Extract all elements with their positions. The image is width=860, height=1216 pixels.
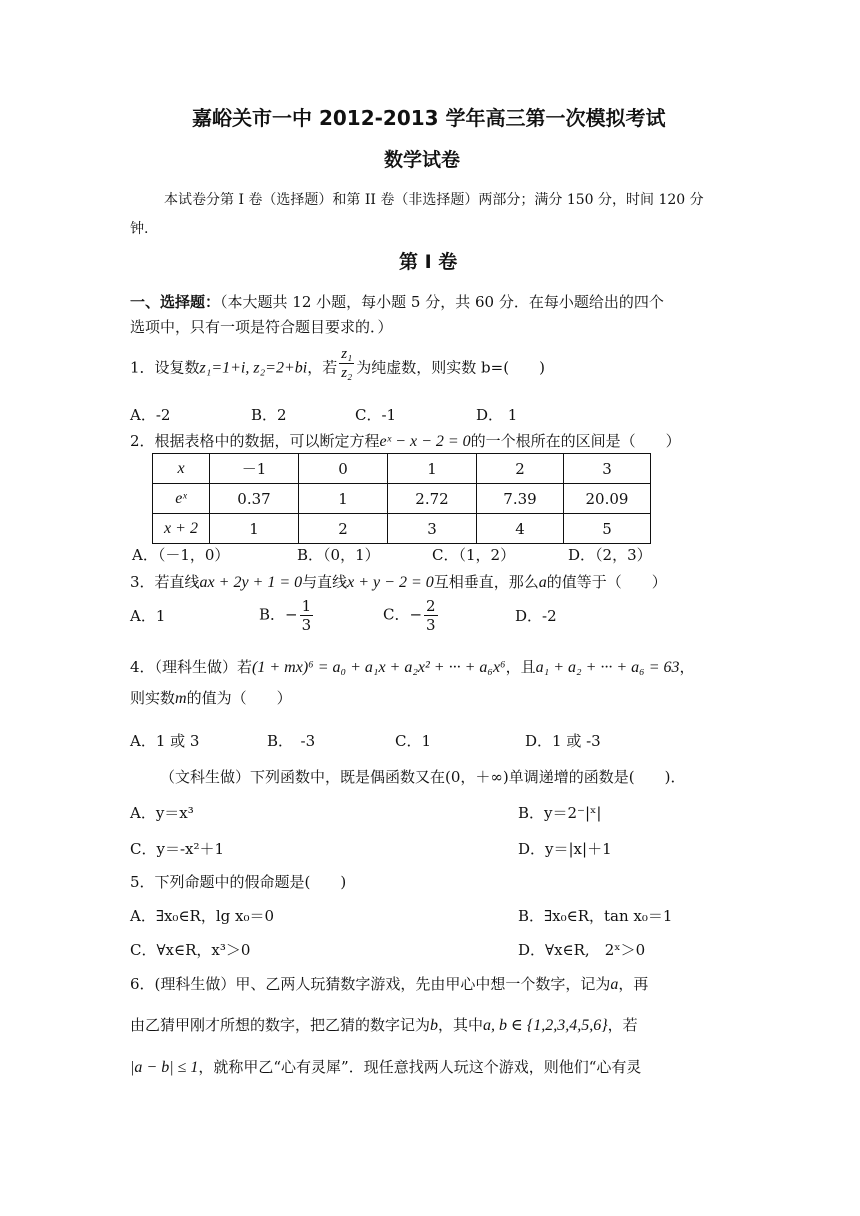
table-cell: 0 — [299, 454, 388, 484]
q4-var: m — [175, 690, 187, 707]
table-cell: 1 — [299, 484, 388, 514]
question-3-stem — [130, 572, 667, 593]
q2-formula: eˣ − x − 2 = 0 — [379, 433, 471, 450]
q4-alt-stem: （文科生做）下列函数中，既是偶函数又在(0，＋∞)单调递增的函数是( )． — [160, 768, 686, 786]
q2-option-b: B．（0，1） — [297, 546, 380, 564]
q4-line2-post: 的值为（ ） — [186, 689, 292, 707]
q3-option-c-label: C．− — [383, 605, 423, 624]
q1-option-c: C．-1 — [355, 406, 397, 424]
q3-b-den: 3 — [301, 616, 312, 634]
q3-option-c-fraction — [424, 597, 438, 634]
q1-fraction — [339, 345, 354, 382]
q4-alt-option-d: D．y＝|x|＋1 — [518, 840, 612, 858]
q3-b-num: 1 — [301, 597, 312, 615]
q5-option-d: D．∀x∈R, 2ˣ＞0 — [518, 941, 646, 959]
q2-option-a: A．（－1，0） — [132, 546, 230, 564]
q4-line2-pre: 则实数 — [130, 689, 176, 707]
question-5-stem: 5．下列命题中的假命题是( ) — [130, 873, 347, 891]
section-label: 一、选择题： — [130, 293, 221, 311]
table-cell: 0.37 — [210, 484, 299, 514]
q4-pre: 4．（理科生做）若 — [130, 658, 253, 676]
q3-var: a — [538, 574, 547, 591]
q2-pre: 2．根据表格中的数据，可以断定方程 — [130, 432, 380, 450]
table-row-label: x + 2 — [153, 514, 210, 544]
q3-option-b-label: B．− — [259, 605, 298, 624]
q3-option-a: A．1 — [130, 607, 166, 625]
q3-option-d: D．-2 — [515, 607, 557, 625]
q4-option-c: C．1 — [395, 732, 432, 750]
q4-alt-option-c: C．y＝-x²＋1 — [130, 840, 225, 858]
q2-post: 的一个根所在的区间是（ ） — [470, 432, 681, 450]
q2-option-d: D．（2，3） — [568, 546, 652, 564]
q4-option-b: B． -3 — [267, 732, 316, 750]
table-row — [153, 514, 651, 544]
q2-option-c: C．（1，2） — [432, 546, 516, 564]
q1-formula: z₁=1+i, z₂=2+bi — [199, 359, 308, 377]
q3-pre: 3．若直线 — [130, 573, 200, 591]
section-heading — [130, 292, 664, 312]
q1-option-d: D． 1 — [476, 406, 518, 424]
q1-post: 为纯虚数，则实数 b=( ) — [356, 358, 545, 377]
q6-line1-pre: 6．(理科生做）甲、乙两人玩猜数字游戏，先由甲心中想一个数字，记为 — [130, 975, 611, 993]
section-desc-2: 选项中，只有一项是符合题目要求的．） — [130, 318, 393, 336]
intro-line-2: 钟. — [130, 221, 149, 237]
q1-option-b: B．2 — [251, 406, 287, 424]
question-6-line-1 — [130, 974, 648, 995]
q4-mid: ，且 — [505, 658, 536, 676]
q3-option-b — [259, 597, 315, 634]
q6-var-a: a — [610, 976, 619, 993]
table-cell: 4 — [477, 514, 564, 544]
q2-value-table — [152, 453, 651, 544]
volume-title: 第 I 卷 — [399, 251, 458, 273]
question-1-stem — [130, 346, 545, 382]
table-cell: 5 — [564, 514, 651, 544]
q6-cond-formula: |a − b| ≤ 1 — [130, 1059, 199, 1076]
q1-mid: ，若 — [307, 358, 338, 377]
table-cell: 2 — [299, 514, 388, 544]
q6-line3: ，就称甲乙“心有灵犀”．现任意找两人玩这个游戏，则他们“心有灵 — [198, 1058, 642, 1076]
q6-line2-pre: 由乙猜甲刚才所想的数字，把乙猜的数字记为 — [130, 1016, 431, 1034]
q3-mid: 与直线 — [302, 573, 348, 591]
table-row — [153, 454, 651, 484]
q3-post: 的值等于（ ） — [546, 573, 667, 591]
intro-line-1: 本试卷分第 I 卷（选择题）和第 II 卷（非选择题）两部分；满分 150 分，时间 120 分 — [164, 192, 704, 208]
table-row-label: eˣ — [153, 484, 210, 514]
table-cell: 2.72 — [388, 484, 477, 514]
table-row-label: x — [153, 454, 210, 484]
q4-formula-1: (1 + mx)⁶ = a₀ + a₁x + a₂x² + ··· + a₆x⁶ — [252, 659, 506, 676]
q4-option-a: A．1 或 3 — [130, 732, 200, 750]
section-desc-1: （本大题共 12 小题，每小题 5 分，共 60 分．在每小题给出的四个 — [220, 293, 664, 311]
q4-alt-option-b: B．y＝2⁻|ˣ| — [518, 804, 602, 822]
table-row — [153, 484, 651, 514]
q6-line2-post: ，若 — [607, 1016, 638, 1034]
q3-c-den: 3 — [426, 616, 436, 634]
q3-c-num: 2 — [426, 597, 436, 615]
q3-option-b-fraction — [300, 597, 314, 634]
table-cell: 20.09 — [564, 484, 651, 514]
q5-option-a: A．∃x₀∈R，lg x₀＝0 — [130, 907, 275, 925]
q3-formula-2: x + y − 2 = 0 — [347, 574, 434, 591]
q5-option-c: C．∀x∈R，x³＞0 — [130, 941, 251, 959]
question-4-stem — [130, 657, 695, 678]
table-cell: 3 — [388, 514, 477, 544]
q6-var-b: b — [430, 1017, 439, 1034]
table-cell: 1 — [210, 514, 299, 544]
q1-frac-den: z₂ — [341, 365, 353, 381]
q6-line2-mid: ，其中 — [438, 1016, 484, 1034]
question-2-stem — [130, 431, 681, 452]
q4-line-2 — [130, 688, 292, 709]
q4-option-d: D．1 或 -3 — [525, 732, 601, 750]
q1-option-a: A．-2 — [130, 406, 171, 424]
question-6-line-3 — [130, 1057, 641, 1078]
question-6-line-2 — [130, 1015, 638, 1036]
q5-option-b: B．∃x₀∈R，tan x₀＝1 — [518, 907, 673, 925]
q1-frac-num: z₁ — [341, 346, 353, 362]
q4-post: ， — [679, 658, 695, 676]
exam-title: 嘉峪关市一中 2012-2013 学年高三第一次模拟考试 — [192, 106, 666, 130]
table-cell: －1 — [210, 454, 299, 484]
q1-pre: 1．设复数 — [130, 358, 200, 377]
q6-line1-post: ，再 — [618, 975, 649, 993]
q4-formula-2: a₁ + a₂ + ··· + a₆ = 63 — [535, 659, 680, 676]
q4-alt-option-a: A．y＝x³ — [130, 804, 194, 822]
q3-mid-2: 互相垂直，那么 — [433, 573, 539, 591]
q3-option-c — [383, 597, 440, 634]
table-cell: 7.39 — [477, 484, 564, 514]
q3-formula-1: ax + 2y + 1 = 0 — [199, 574, 303, 591]
table-cell: 1 — [388, 454, 477, 484]
table-cell: 3 — [564, 454, 651, 484]
exam-subtitle: 数学试卷 — [384, 149, 461, 171]
q6-set-formula: a, b ∈ {1,2,3,4,5,6} — [483, 1017, 608, 1034]
table-cell: 2 — [477, 454, 564, 484]
